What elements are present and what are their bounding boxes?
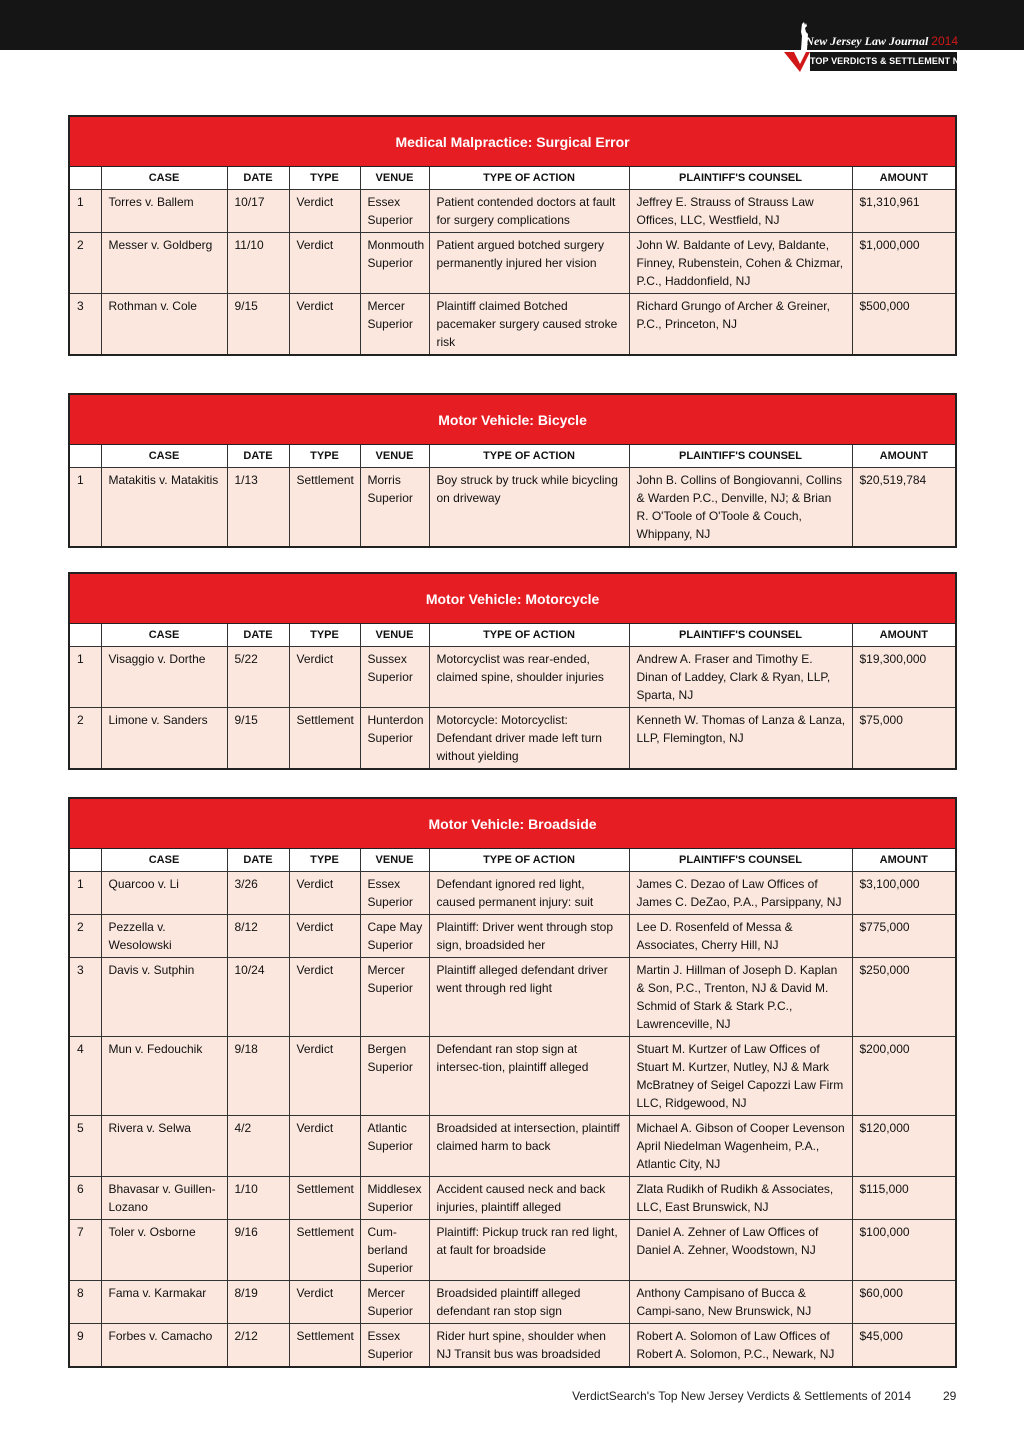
cell-venue: Bergen Superior — [360, 1037, 429, 1116]
cell-date: 9/15 — [227, 294, 289, 356]
cell-action: Patient argued botched surgery permanently injured her vision — [429, 233, 629, 294]
cell-amount: $775,000 — [852, 915, 956, 958]
cell-case: Matakitis v. Matakitis — [101, 468, 227, 548]
section-title: Medical Malpractice: Surgical Error — [69, 116, 956, 167]
column-header-venue: VENUE — [360, 624, 429, 647]
cell-action: Broadsided plaintiff alleged defendant ran stop sign — [429, 1281, 629, 1324]
cell-counsel: Richard Grungo of Archer & Greiner, P.C., Princeton, NJ — [629, 294, 852, 356]
table-row — [69, 294, 956, 356]
column-header-amount: AMOUNT — [852, 445, 956, 468]
section-badge: TOP VERDICTS & SETTLEMENT NJ — [810, 52, 957, 71]
cell-amount: $45,000 — [852, 1324, 956, 1368]
cell-case: Quarcoo v. Li — [101, 872, 227, 915]
cell-counsel: Daniel A. Zehner of Law Offices of Daniel A. Zehner, Woodstown, NJ — [629, 1220, 852, 1281]
cell-amount: $60,000 — [852, 1281, 956, 1324]
cell-type: Verdict — [289, 647, 360, 708]
cell-case: Fama v. Karmakar — [101, 1281, 227, 1324]
cell-type: Verdict — [289, 190, 360, 233]
cell-date: 4/2 — [227, 1116, 289, 1177]
column-header-action: TYPE OF ACTION — [429, 849, 629, 872]
cell-case: Forbes v. Camacho — [101, 1324, 227, 1368]
cell-type: Verdict — [289, 233, 360, 294]
cell-type: Verdict — [289, 1281, 360, 1324]
footer-text: VerdictSearch's Top New Jersey Verdicts & Settlements of 2014 — [572, 1389, 911, 1403]
column-header-num — [69, 849, 101, 872]
cell-counsel: Stuart M. Kurtzer of Law Offices of Stuart M. Kurtzer, Nutley, NJ & Mark McBratney of Seigel Capozzi Law Firm LLC, Ridgewood, NJ — [629, 1037, 852, 1116]
cell-date: 3/26 — [227, 872, 289, 915]
cell-action: Boy struck by truck while bicycling on driveway — [429, 468, 629, 548]
cell-counsel: Jeffrey E. Strauss of Strauss Law Offices, LLC, Westfield, NJ — [629, 190, 852, 233]
cell-venue: Atlantic Superior — [360, 1116, 429, 1177]
column-header-row — [69, 849, 956, 872]
table-row — [69, 1116, 956, 1177]
cell-venue: Essex Superior — [360, 1324, 429, 1368]
cell-action: Plaintiff alleged defendant driver went through red light — [429, 958, 629, 1037]
cell-venue: Essex Superior — [360, 872, 429, 915]
row-number: 2 — [69, 708, 101, 770]
cell-date: 2/12 — [227, 1324, 289, 1368]
cell-counsel: Kenneth W. Thomas of Lanza & Lanza, LLP, Flemington, NJ — [629, 708, 852, 770]
cell-type: Verdict — [289, 958, 360, 1037]
cell-counsel: Martin J. Hillman of Joseph D. Kaplan & Son, P.C., Trenton, NJ & David M. Schmid of Stark & Stark P.C., Lawrenceville, NJ — [629, 958, 852, 1037]
row-number: 2 — [69, 233, 101, 294]
cell-case: Rivera v. Selwa — [101, 1116, 227, 1177]
column-header-action: TYPE OF ACTION — [429, 445, 629, 468]
cell-counsel: Andrew A. Fraser and Timothy E. Dinan of Laddey, Clark & Ryan, LLP, Sparta, NJ — [629, 647, 852, 708]
cell-action: Broadsided at intersection, plaintiff claimed harm to back — [429, 1116, 629, 1177]
table-row — [69, 872, 956, 915]
column-header-counsel: PLAINTIFF'S COUNSEL — [629, 167, 852, 190]
cell-action: Rider hurt spine, shoulder when NJ Transit bus was broadsided — [429, 1324, 629, 1368]
cell-type: Verdict — [289, 872, 360, 915]
table-medical-malpractice — [68, 115, 957, 356]
row-number: 9 — [69, 1324, 101, 1368]
column-header-action: TYPE OF ACTION — [429, 624, 629, 647]
cell-case: Davis v. Sutphin — [101, 958, 227, 1037]
cell-type: Settlement — [289, 1220, 360, 1281]
cell-counsel: Lee D. Rosenfeld of Messa & Associates, Cherry Hill, NJ — [629, 915, 852, 958]
row-number: 2 — [69, 915, 101, 958]
cell-action: Plaintiff: Pickup truck ran red light, at fault for broadside — [429, 1220, 629, 1281]
cell-date: 11/10 — [227, 233, 289, 294]
column-header-date: DATE — [227, 624, 289, 647]
row-number: 4 — [69, 1037, 101, 1116]
cell-date: 8/19 — [227, 1281, 289, 1324]
cell-date: 10/17 — [227, 190, 289, 233]
cell-action: Motorcycle: Motorcyclist: Defendant driver made left turn without yielding — [429, 708, 629, 770]
cell-venue: Cape May Superior — [360, 915, 429, 958]
cell-amount: $3,100,000 — [852, 872, 956, 915]
row-number: 3 — [69, 294, 101, 356]
cell-amount: $200,000 — [852, 1037, 956, 1116]
cell-case: Mun v. Fedouchik — [101, 1037, 227, 1116]
cell-venue: Mercer Superior — [360, 958, 429, 1037]
column-header-amount: AMOUNT — [852, 167, 956, 190]
cell-venue: Cum-berland Superior — [360, 1220, 429, 1281]
column-header-counsel: PLAINTIFF'S COUNSEL — [629, 624, 852, 647]
column-header-amount: AMOUNT — [852, 624, 956, 647]
cell-type: Verdict — [289, 1037, 360, 1116]
column-header-case: CASE — [101, 849, 227, 872]
cell-action: Motorcyclist was rear-ended, claimed spine, shoulder injuries — [429, 647, 629, 708]
column-header-num — [69, 167, 101, 190]
cell-type: Settlement — [289, 1324, 360, 1368]
row-number: 1 — [69, 190, 101, 233]
row-number: 7 — [69, 1220, 101, 1281]
section-title: Motor Vehicle: Motorcycle — [69, 573, 956, 624]
table-row — [69, 708, 956, 770]
publication-logo — [805, 34, 958, 49]
cell-case: Toler v. Osborne — [101, 1220, 227, 1281]
cell-action: Plaintiff: Driver went through stop sign, broadsided her — [429, 915, 629, 958]
column-header-date: DATE — [227, 849, 289, 872]
cell-type: Settlement — [289, 1177, 360, 1220]
table-row — [69, 468, 956, 548]
cell-counsel: John B. Collins of Bongiovanni, Collins & Warden P.C., Denville, NJ; & Brian R. O'Toole of O'Toole & Couch, Whippany, NJ — [629, 468, 852, 548]
cell-type: Verdict — [289, 915, 360, 958]
publication-name: New Jersey Law Journal — [805, 34, 929, 48]
cell-amount: $500,000 — [852, 294, 956, 356]
cell-action: Defendant ran stop sign at intersec-tion, plaintiff alleged — [429, 1037, 629, 1116]
cell-counsel: John W. Baldante of Levy, Baldante, Finney, Rubenstein, Cohen & Chizmar, P.C., Haddonfield, NJ — [629, 233, 852, 294]
cell-venue: Essex Superior — [360, 190, 429, 233]
cell-venue: Monmouth Superior — [360, 233, 429, 294]
column-header-amount: AMOUNT — [852, 849, 956, 872]
cell-action: Plaintiff claimed Botched pacemaker surgery caused stroke risk — [429, 294, 629, 356]
row-number: 3 — [69, 958, 101, 1037]
cell-amount: $1,310,961 — [852, 190, 956, 233]
cell-date: 10/24 — [227, 958, 289, 1037]
row-number: 8 — [69, 1281, 101, 1324]
row-number: 1 — [69, 647, 101, 708]
column-header-case: CASE — [101, 445, 227, 468]
cell-counsel: Anthony Campisano of Bucca & Campi-sano, New Brunswick, NJ — [629, 1281, 852, 1324]
chevron-logo-icon — [784, 52, 810, 72]
cell-counsel: Michael A. Gibson of Cooper Levenson April Niedelman Wagenheim, P.A., Atlantic City, NJ — [629, 1116, 852, 1177]
table-row — [69, 1037, 956, 1116]
table-row — [69, 647, 956, 708]
cell-date: 9/15 — [227, 708, 289, 770]
column-header-type: TYPE — [289, 445, 360, 468]
cell-amount: $1,000,000 — [852, 233, 956, 294]
column-header-case: CASE — [101, 624, 227, 647]
cell-case: Pezzella v. Wesolowski — [101, 915, 227, 958]
column-header-type: TYPE — [289, 167, 360, 190]
cell-counsel: Robert A. Solomon of Law Offices of Robert A. Solomon, P.C., Newark, NJ — [629, 1324, 852, 1368]
cell-date: 9/18 — [227, 1037, 289, 1116]
cell-action: Patient contended doctors at fault for surgery complications — [429, 190, 629, 233]
cell-amount: $19,300,000 — [852, 647, 956, 708]
cell-case: Bhavasar v. Guillen-Lozano — [101, 1177, 227, 1220]
cell-venue: Hunterdon Superior — [360, 708, 429, 770]
column-header-num — [69, 624, 101, 647]
row-number: 5 — [69, 1116, 101, 1177]
cell-amount: $120,000 — [852, 1116, 956, 1177]
cell-venue: Middlesex Superior — [360, 1177, 429, 1220]
cell-date: 9/16 — [227, 1220, 289, 1281]
table-row — [69, 915, 956, 958]
table-row — [69, 190, 956, 233]
cell-counsel: James C. Dezao of Law Offices of James C. DeZao, P.A., Parsippany, NJ — [629, 872, 852, 915]
cell-type: Settlement — [289, 468, 360, 548]
cell-date: 5/22 — [227, 647, 289, 708]
column-header-type: TYPE — [289, 849, 360, 872]
column-header-type: TYPE — [289, 624, 360, 647]
cell-type: Verdict — [289, 1116, 360, 1177]
cell-counsel: Zlata Rudikh of Rudikh & Associates, LLC, East Brunswick, NJ — [629, 1177, 852, 1220]
row-number: 6 — [69, 1177, 101, 1220]
table-motorcycle — [68, 572, 957, 770]
cell-venue: Sussex Superior — [360, 647, 429, 708]
column-header-counsel: PLAINTIFF'S COUNSEL — [629, 445, 852, 468]
cell-case: Torres v. Ballem — [101, 190, 227, 233]
column-header-date: DATE — [227, 445, 289, 468]
column-header-num — [69, 445, 101, 468]
cell-date: 1/10 — [227, 1177, 289, 1220]
column-header-venue: VENUE — [360, 445, 429, 468]
table-row — [69, 1220, 956, 1281]
column-header-counsel: PLAINTIFF'S COUNSEL — [629, 849, 852, 872]
section-title: Motor Vehicle: Bicycle — [69, 394, 956, 445]
cell-case: Limone v. Sanders — [101, 708, 227, 770]
column-header-action: TYPE OF ACTION — [429, 167, 629, 190]
cell-case: Visaggio v. Dorthe — [101, 647, 227, 708]
table-broadside — [68, 797, 957, 1368]
column-header-row — [69, 624, 956, 647]
column-header-venue: VENUE — [360, 167, 429, 190]
column-header-row — [69, 167, 956, 190]
cell-date: 8/12 — [227, 915, 289, 958]
cell-amount: $20,519,784 — [852, 468, 956, 548]
cell-date: 1/13 — [227, 468, 289, 548]
cell-venue: Mercer Superior — [360, 294, 429, 356]
section-title: Motor Vehicle: Broadside — [69, 798, 956, 849]
column-header-case: CASE — [101, 167, 227, 190]
cell-case: Rothman v. Cole — [101, 294, 227, 356]
cell-venue: Morris Superior — [360, 468, 429, 548]
cell-action: Defendant ignored red light, caused permanent injury: suit — [429, 872, 629, 915]
row-number: 1 — [69, 872, 101, 915]
table-row — [69, 958, 956, 1037]
column-header-row — [69, 445, 956, 468]
cell-case: Messer v. Goldberg — [101, 233, 227, 294]
table-row — [69, 1177, 956, 1220]
table-row — [69, 1281, 956, 1324]
cell-action: Accident caused neck and back injuries, plaintiff alleged — [429, 1177, 629, 1220]
table-row — [69, 1324, 956, 1368]
row-number: 1 — [69, 468, 101, 548]
cell-amount: $100,000 — [852, 1220, 956, 1281]
page-number: 29 — [943, 1389, 957, 1403]
table-row — [69, 233, 956, 294]
cell-type: Verdict — [289, 294, 360, 356]
column-header-venue: VENUE — [360, 849, 429, 872]
cell-type: Settlement — [289, 708, 360, 770]
cell-amount: $250,000 — [852, 958, 956, 1037]
column-header-date: DATE — [227, 167, 289, 190]
cell-amount: $75,000 — [852, 708, 956, 770]
cell-amount: $115,000 — [852, 1177, 956, 1220]
cell-venue: Mercer Superior — [360, 1281, 429, 1324]
table-bicycle — [68, 393, 957, 548]
publication-year: 2014 — [931, 34, 958, 48]
